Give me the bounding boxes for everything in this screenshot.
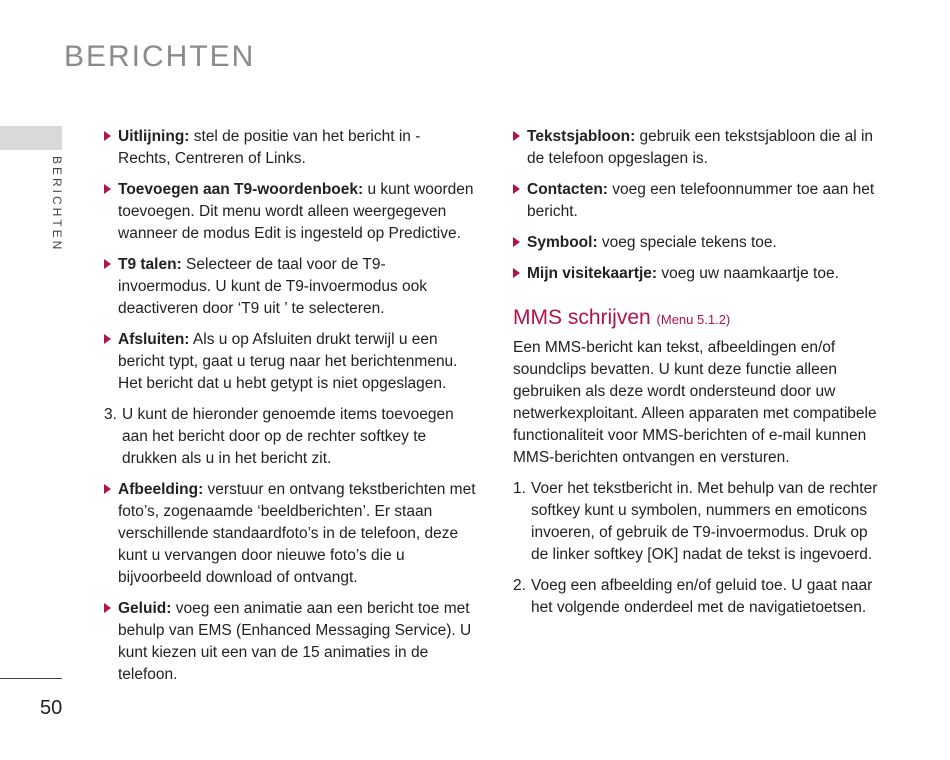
item-text: gebruik een tekstsjabloon die al in de telefoon opgeslagen is. (527, 128, 874, 167)
bullet-arrow-icon (104, 131, 111, 141)
item-text: Selecteer de taal voor de T9-invoermodus. U kunt de T9-invoermodus ook deactiveren door ‘T9 uit ’ te selecteren. (118, 256, 428, 317)
item-term: Uitlijning: (118, 128, 190, 145)
list-item (104, 598, 476, 686)
bullet-arrow-icon (104, 184, 111, 194)
divider (0, 678, 62, 679)
right-column (513, 126, 888, 628)
bullet-arrow-icon (513, 184, 520, 194)
numbered-step (513, 478, 888, 566)
step-number: 3. (104, 406, 117, 423)
item-text: voeg uw naamkaartje toe. (657, 265, 839, 282)
item-text: voeg een telefoonnummer toe aan het bericht. (527, 181, 875, 220)
item-term: Afbeelding: (118, 481, 204, 498)
bullet-arrow-icon (104, 259, 111, 269)
item-text: voeg een animatie aan een bericht toe met behulp van EMS (Enhanced Messaging Service). U kunt kiezen uit een van de 15 animaties in de telefoon. (118, 600, 472, 683)
page-title: BERICHTEN (64, 40, 256, 73)
list-item (104, 126, 476, 170)
item-text: voeg speciale tekens toe. (597, 234, 777, 251)
section-intro: Een MMS-bericht kan tekst, afbeeldingen en/of soundclips bevatten. U kunt deze functie alleen gebruiken als deze wordt ondersteund door uw netwerkexploitant. Alleen apparaten met compatibele functionaliteit voor MMS-berichten of e-mail kunnen MMS-berichten ontvangen en versturen. (513, 339, 877, 466)
list-item (104, 254, 476, 320)
list-item (104, 179, 476, 245)
list-item (104, 479, 476, 589)
item-term: Afsluiten: (118, 331, 190, 348)
item-term: T9 talen: (118, 256, 182, 273)
bullet-arrow-icon (513, 268, 520, 278)
list-item (513, 232, 888, 254)
item-text: stel de positie van het bericht in - Rechts, Centreren of Links. (118, 128, 421, 167)
item-term: Geluid: (118, 600, 172, 617)
item-text: verstuur en ontvang tekstberichten met foto’s, zogenaamde ‘beeldberichten’. Er staan verschillende standaardfoto’s in de telefoon, deze kunt u vervangen door nieuwe foto’s die u bijvoorbeeld download of ontvangt. (118, 481, 476, 586)
numbered-step (513, 575, 888, 619)
side-tab-marker (0, 126, 62, 150)
list-item (513, 263, 888, 285)
item-term: Toevoegen aan T9-woordenboek: (118, 181, 364, 198)
item-text: Als u op Afsluiten drukt terwijl u een bericht typt, gaat u terug naar het berichtenmenu. Het bericht dat u hebt getypt is niet opgeslagen. (118, 331, 458, 392)
item-term: Symbool: (527, 234, 598, 251)
step-number: 2. (513, 577, 526, 594)
item-term: Contacten: (527, 181, 608, 198)
menu-reference: (Menu 5.1.2) (656, 312, 731, 327)
section-title: MMS schrijven (513, 306, 651, 329)
left-column (104, 126, 476, 695)
bullet-arrow-icon (104, 603, 111, 613)
step-text: U kunt de hieronder genoemde items toevoegen aan het bericht door op de rechter softkey te drukken als u in het bericht zit. (122, 406, 454, 467)
bullet-arrow-icon (513, 131, 520, 141)
list-item (513, 126, 888, 170)
numbered-step (104, 404, 476, 470)
page-number: 50 (40, 697, 63, 719)
bullet-arrow-icon (104, 484, 111, 494)
list-item (513, 179, 888, 223)
item-term: Mijn visitekaartje: (527, 265, 658, 282)
step-text: Voeg een afbeelding en/of geluid toe. U gaat naar het volgende onderdeel met de navigatietoetsen. (531, 577, 873, 616)
step-number: 1. (513, 480, 526, 497)
side-section-label: BERICHTEN (50, 156, 64, 253)
item-text: u kunt woorden toevoegen. Dit menu wordt alleen weergegeven wanneer de modus Edit is ingesteld op Predictive. (118, 181, 474, 242)
step-text: Voer het tekstbericht in. Met behulp van de rechter softkey kunt u symbolen, nummers en emoticons invoeren, of gebruik de T9-invoermodus. Druk op de linker softkey [OK] nadat de tekst is ingevoerd. (531, 480, 878, 563)
bullet-arrow-icon (104, 334, 111, 344)
item-term: Tekstsjabloon: (527, 128, 636, 145)
bullet-arrow-icon (513, 237, 520, 247)
section-heading (513, 307, 888, 331)
list-item (104, 329, 476, 395)
